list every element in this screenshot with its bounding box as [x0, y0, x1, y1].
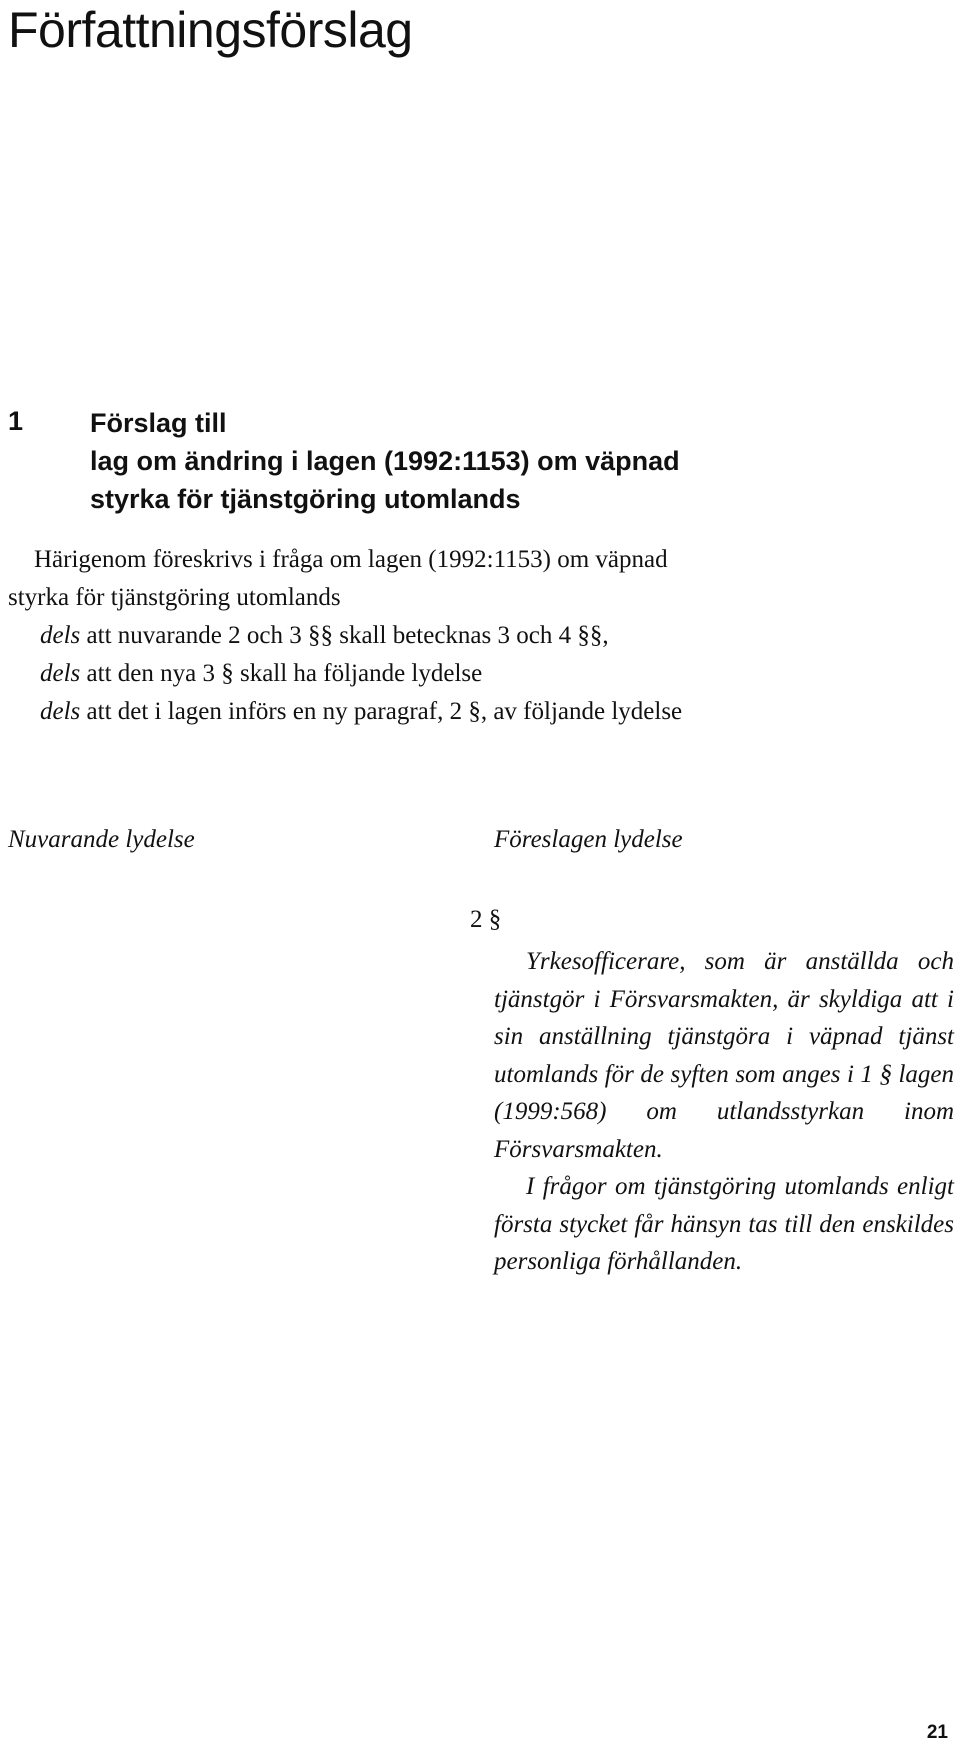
proposed-paragraph: Yrkesofficerare, som är anställda och tjänstgör i Försvarsmakten, är skyldiga att i sin anställning tjänstgöra i väpnad tjänst utomlands för de syften som anges i 1 § lagen (1999:568) om utlandsstyrkan inom Försvarsmakten.: [494, 948, 954, 1163]
intro-item-text: att den nya 3 § skall ha följande lydelse: [80, 660, 483, 687]
intro-item-lead: dels: [40, 698, 81, 725]
intro-item: [8, 617, 948, 655]
proposal-title-line: Förslag till: [90, 408, 227, 438]
proposal-title: [90, 404, 680, 518]
proposal-title-line: styrka för tjänstgöring utomlands: [90, 484, 521, 514]
intro-line: Härigenom föreskrivs i fråga om lagen (1992:1153) om väpnad: [34, 546, 668, 573]
intro-line: styrka för tjänstgöring utomlands: [8, 584, 341, 611]
intro-item-text: att nuvarande 2 och 3 §§ skall betecknas 3 och 4 §§,: [80, 622, 609, 649]
page-number: 21: [926, 1722, 948, 1743]
proposal-title-line: lag om ändring i lagen (1992:1153) om väpnad: [90, 446, 680, 476]
proposal-number: 1: [8, 406, 24, 436]
page-title: Författningsförslag: [8, 2, 413, 58]
intro-item: [8, 693, 948, 731]
intro-item-lead: dels: [40, 622, 81, 649]
proposed-paragraph: I frågor om tjänstgöring utomlands enligt första stycket får hänsyn tas till den enskildes personliga förhållanden.: [494, 1173, 954, 1275]
intro-item-lead: dels: [40, 660, 81, 687]
introductory-text: [8, 541, 948, 731]
intro-item-text: att det i lagen införs en ny paragraf, 2 §, av följande lydelse: [80, 698, 683, 725]
intro-item: [8, 655, 948, 693]
column-heading-current: Nuvarande lydelse: [8, 826, 195, 853]
proposed-text: [494, 943, 954, 1281]
column-heading-proposed: Föreslagen lydelse: [494, 826, 683, 853]
section-label: 2 §: [470, 906, 502, 933]
